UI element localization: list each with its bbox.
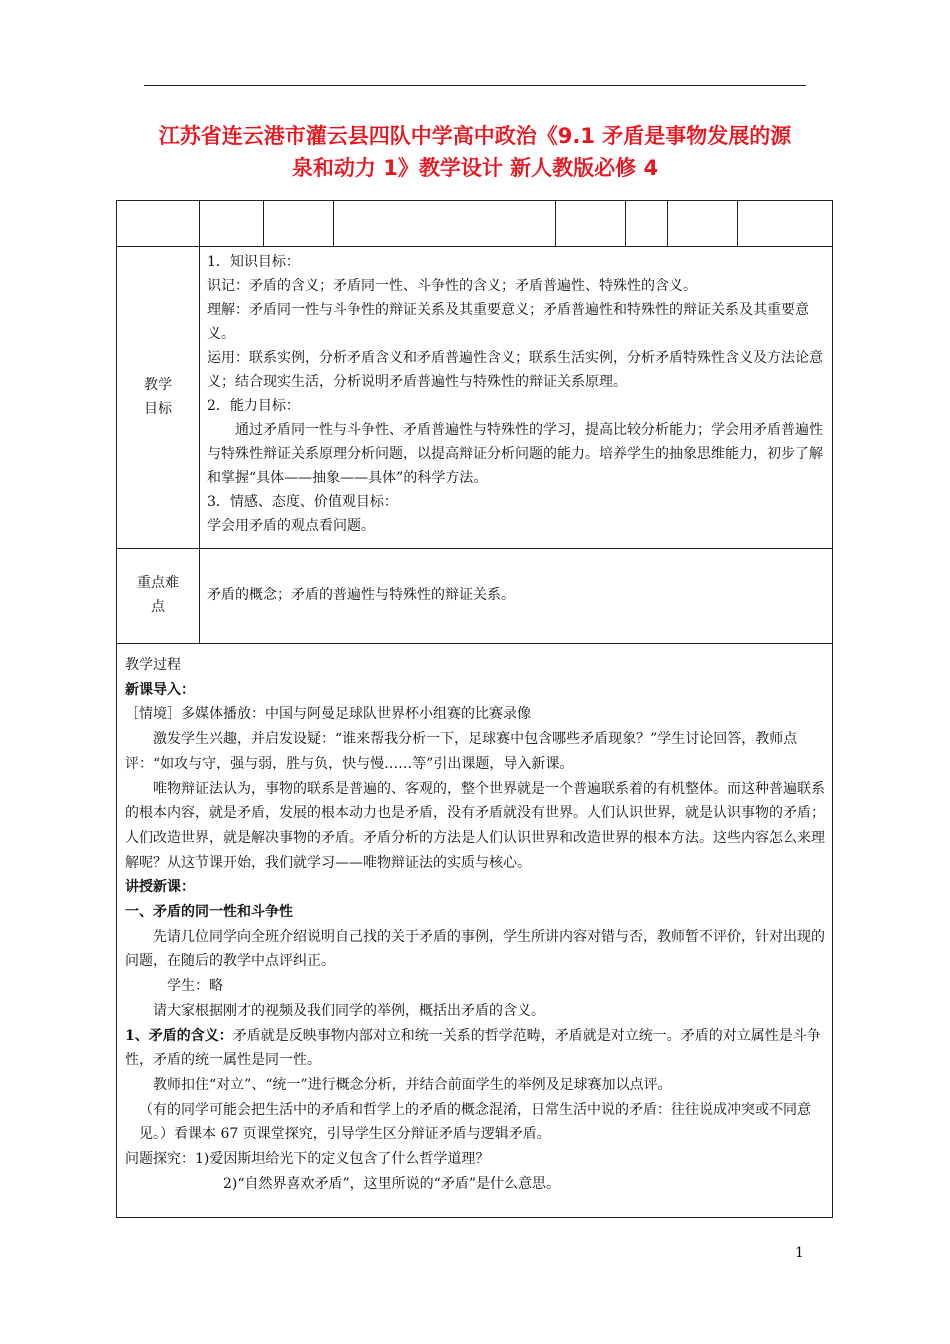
summarize-prompt: 请大家根据刚才的视频及我们同学的举例，概括出矛盾的含义。 (153, 1002, 545, 1019)
dialectics-paragraph: 唯物辩证法认为，事物的联系是普遍的、客观的，整个世界就是一个普遍联系着的有机整体。而这种普遍联系的根本内容，就是矛盾，发展的根本动力也是矛盾，没有矛盾就没有世界。人们认识世界，就是认识事物的矛盾；人们改造世界，就是解决事物的矛盾。矛盾分析的方法是人们认识世界和改造世界的根本方法。这些内容怎么来理解呢？从这节课开始，我们就学习——唯物辩证法的实质与核心。 (125, 780, 825, 871)
intro-heading: 新课导入： (125, 681, 195, 698)
definition-text: 矛盾就是反映事物内部对立和统一关系的哲学范畴，矛盾就是对立统一。矛盾的对立属性是斗争性，矛盾的统一属性是同一性。 (125, 1027, 821, 1069)
page-number: 1 (795, 1245, 804, 1261)
distinction-paragraph: （有的同学可能会把生活中的矛盾和哲学上的矛盾的概念混淆，日常生活中说的矛盾：往往说成冲突或不同意见。）看课本 67 页课堂探究，引导学生区分辩证矛盾与逻辑矛盾。 (139, 1101, 811, 1143)
header-cell-divider (737, 201, 738, 246)
goal-emotion-text: 学会用矛盾的观点看问题。 (207, 518, 375, 534)
row-divider-goals (117, 548, 832, 549)
document-title (100, 120, 850, 184)
key-points-content: 矛盾的概念；矛盾的普遍性与特殊性的辩证关系。 (207, 587, 515, 603)
student-examples-paragraph: 先请几位同学向全班介绍说明自己找的关于矛盾的事例，学生所讲内容对错与否，教师暂不评价，针对出现的问题，在随后的教学中点评纠正。 (125, 928, 825, 970)
header-rule (144, 85, 806, 86)
key-points-label: 重点难 点 (137, 575, 179, 615)
intro-paragraph: 激发学生兴趣，并启发设疑：“谁来帮我分析一下，足球赛中包含哪些矛盾现象？”学生讨论回答，教师点评：“如攻与守，强与弱，胜与负，快与慢……等”引出课题，导入新课。 (125, 731, 798, 772)
row-divider-key-points (117, 643, 832, 644)
definition-label: 1、矛盾的含义： (125, 1027, 233, 1044)
header-cell-divider (333, 201, 334, 246)
lecture-heading: 讲授新课： (125, 879, 195, 896)
scenario-text: ［情境］多媒体播放：中国与阿曼足球队世界杯小组赛的比赛录像 (125, 706, 531, 723)
teaching-process (125, 653, 828, 1196)
row-divider-header (117, 246, 832, 247)
goal-knowledge-heading: 1．知识目标： (207, 254, 300, 270)
teacher-analysis-paragraph: 教师扣住“对立”、“统一”进行概念分析，并结合前面学生的举例及足球赛加以点评。 (153, 1076, 672, 1093)
goal-emotion-heading: 3．情感、态度、价值观目标： (207, 494, 398, 510)
title-line-2: 泉和动力 1》教学设计 新人教版必修 4 (291, 156, 659, 180)
contradiction-definition (125, 1024, 828, 1073)
goal-ability-text: 通过矛盾同一性与斗争性、矛盾普遍性与特殊性的学习，提高比较分析能力；学会用矛盾普遍性与特殊性辩证关系原理分析问题，以提高辩证分析问题的能力。培养学生的抽象思维能力，初步了解和掌握“具体——抽象——具体”的科学方法。 (207, 422, 823, 486)
inquiry-question-2: 2)“自然界喜欢矛盾”，这里所说的“矛盾”是什么意思。 (223, 1175, 560, 1192)
col-divider-label (199, 201, 200, 643)
title-line-1: 江苏省连云港市灌云县四队中学高中政治《9.1 矛盾是事物发展的源 (158, 124, 792, 148)
goals-label: 教学 目标 (144, 377, 172, 417)
inquiry-question-1: 问题探究：1)爱因斯坦给光下的定义包含了什么哲学道理？ (125, 1151, 490, 1168)
section-heading-identity-struggle: 一、矛盾的同一性和斗争性 (125, 904, 293, 921)
header-cell-divider (555, 201, 556, 246)
students-note: 学生：略 (167, 978, 223, 995)
header-cell-divider (667, 201, 668, 246)
goal-apply: 运用：联系实例，分析矛盾含义和矛盾普遍性含义；联系生活实例，分析矛盾特殊性含义及方法论意义；结合现实生活，分析说明矛盾普遍性与特殊性的辩证关系原理。 (207, 350, 823, 390)
goal-ability-heading: 2．能力目标： (207, 398, 300, 414)
header-cell-divider (625, 201, 626, 246)
process-heading: 教学过程 (125, 657, 181, 673)
goals-content (207, 250, 827, 538)
goal-understand: 理解：矛盾同一性与斗争性的辩证关系及其重要意义；矛盾普遍性和特殊性的辩证关系及其重要意义。 (207, 302, 809, 342)
lesson-plan-table (116, 200, 833, 1218)
goal-memorize: 识记：矛盾的含义；矛盾同一性、斗争性的含义；矛盾普遍性、特殊性的含义。 (207, 278, 697, 294)
header-cell-divider (263, 201, 264, 246)
